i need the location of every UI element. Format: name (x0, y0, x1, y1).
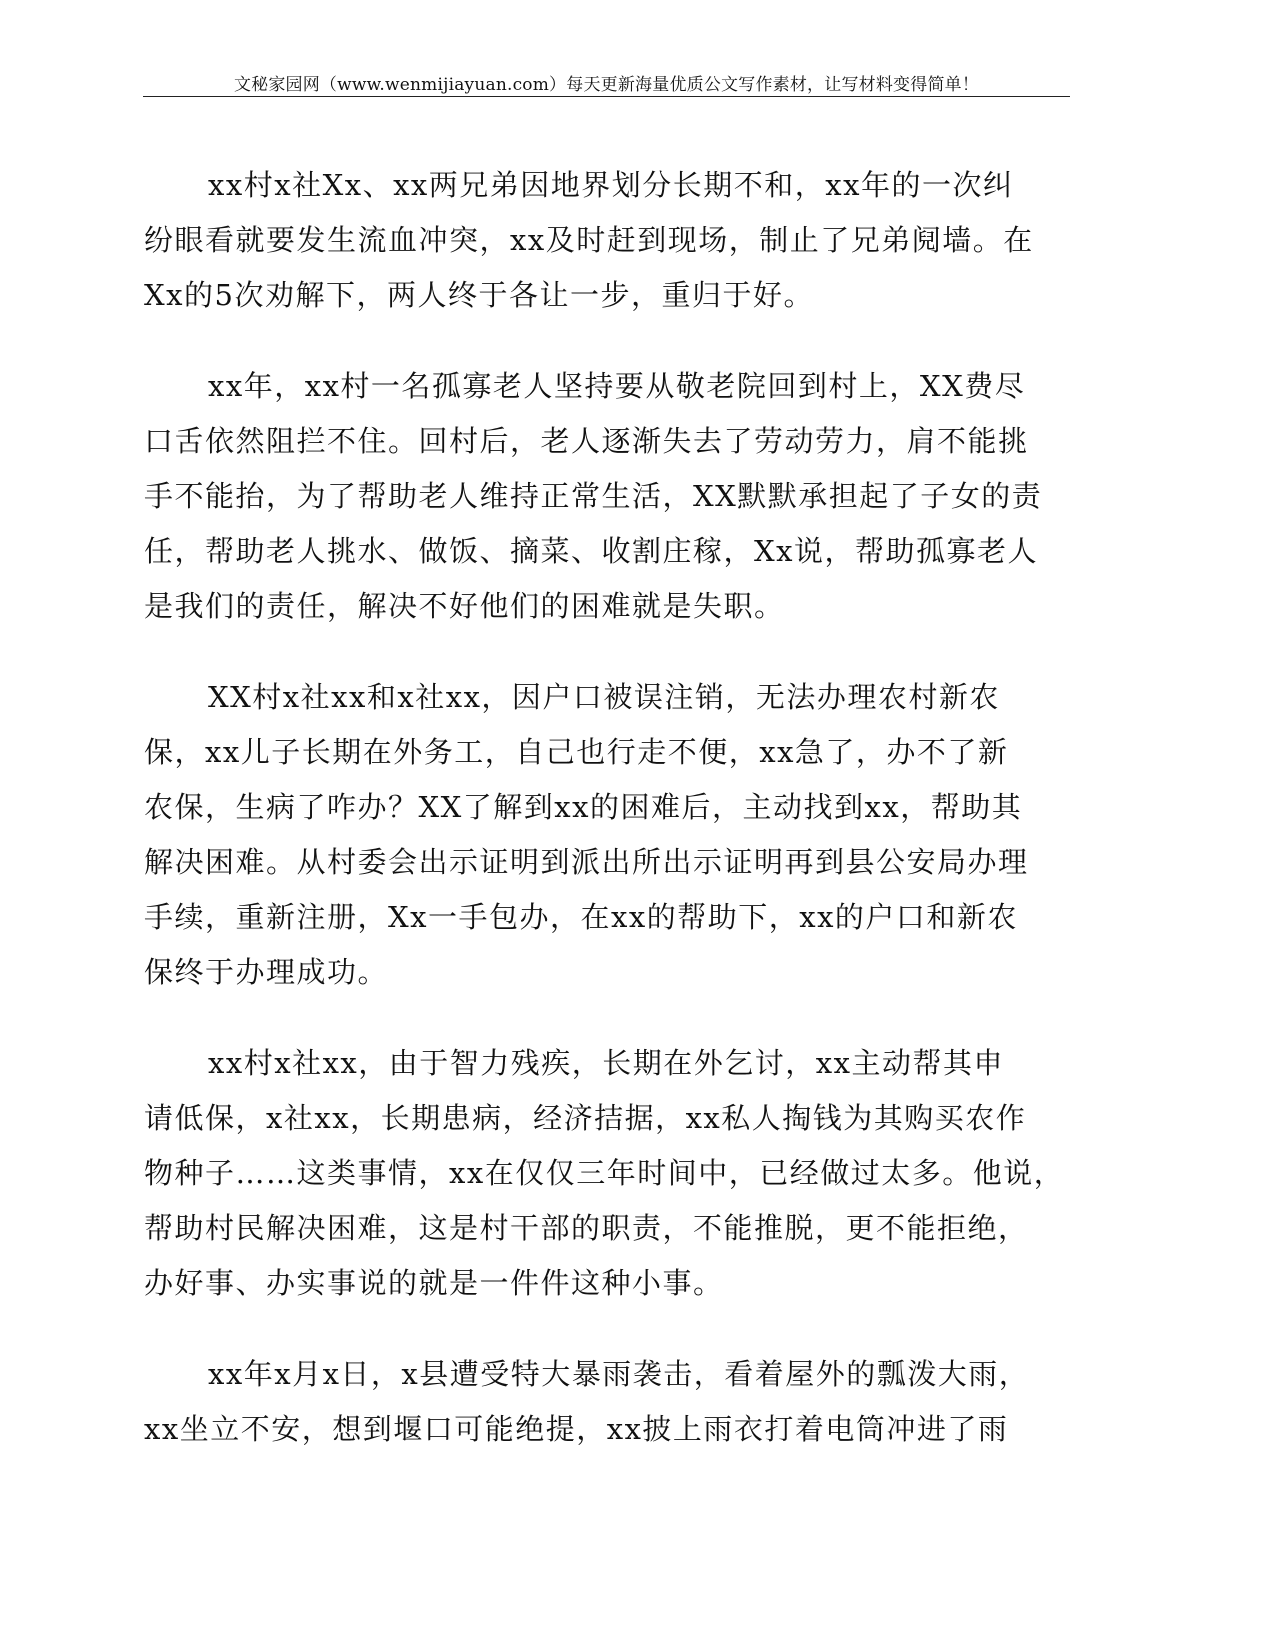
paragraph-gap (144, 323, 1074, 359)
text-line: xx坐立不安，想到堰口可能绝提，xx披上雨衣打着电筒冲进了雨 (144, 1412, 1009, 1446)
paragraph-gap (144, 634, 1074, 670)
text-line: 解决困难。从村委会出示证明到派出所出示证明再到县公安局办理 (144, 845, 1029, 879)
paragraph-gap (144, 1311, 1074, 1347)
text-line: 保，xx儿子长期在外务工，自己也行走不便，xx急了，办不了新 (144, 735, 1009, 769)
text-line: 手续，重新注册，Xx一手包办，在xx的帮助下，xx的户口和新农 (144, 900, 1018, 934)
text-line: 请低保，x社xx，长期患病，经济拮据，xx私人掏钱为其购买农作 (144, 1101, 1027, 1135)
text-line: xx年，xx村一名孤寡老人坚持要从敬老院回到村上，XX费尽 (208, 369, 1026, 403)
text-line: 手不能抬，为了帮助老人维持正常生活，XX默默承担起了子女的责 (144, 479, 1043, 513)
paragraph-4 (144, 1036, 1074, 1311)
paragraph-2 (144, 359, 1074, 634)
text-line: xx村x社Xx、xx两兄弟因地界划分长期不和，xx年的一次纠 (208, 168, 1014, 202)
paragraph-1 (144, 158, 1074, 323)
text-line: 物种子……这类事情，xx在仅仅三年时间中，已经做过太多。他说， (144, 1156, 1065, 1190)
document-body (144, 158, 1074, 1457)
paragraph-5 (144, 1347, 1074, 1457)
text-line: XX村x社xx和x社xx，因户口被误注销，无法办理农村新农 (208, 680, 1000, 714)
header-text: 文秘家园网（www.wenmijiayuan.com）每天更新海量优质公文写作素材，让写材料变得简单！ (233, 75, 980, 95)
text-line: Xx的5次劝解下，两人终于各让一步，重归于好。 (144, 278, 814, 312)
text-line: 农保，生病了咋办？XX了解到xx的困难后，主动找到xx，帮助其 (144, 790, 1023, 824)
text-line: 口舌依然阻拦不住。回村后，老人逐渐失去了劳动劳力，肩不能挑 (144, 424, 1029, 458)
text-line: 保终于办理成功。 (144, 955, 389, 989)
paragraph-gap (144, 1000, 1074, 1036)
text-line: xx村x社xx，由于智力残疾，长期在外乞讨，xx主动帮其申 (208, 1046, 1004, 1080)
text-line: 办好事、办实事说的就是一件件这种小事。 (144, 1266, 724, 1300)
text-line: 帮助村民解决困难，这是村干部的职责，不能推脱，更不能拒绝， (144, 1211, 1029, 1245)
page-header (143, 76, 1070, 97)
text-line: xx年x月x日，x县遭受特大暴雨袭击，看着屋外的瓢泼大雨， (208, 1357, 1030, 1391)
text-line: 任，帮助老人挑水、做饭、摘菜、收割庄稼，Xx说，帮助孤寡老人 (144, 534, 1039, 568)
text-line: 纷眼看就要发生流血冲突，xx及时赶到现场，制止了兄弟阋墙。在 (144, 223, 1034, 257)
paragraph-3 (144, 670, 1074, 1000)
text-line: 是我们的责任，解决不好他们的困难就是失职。 (144, 589, 785, 623)
